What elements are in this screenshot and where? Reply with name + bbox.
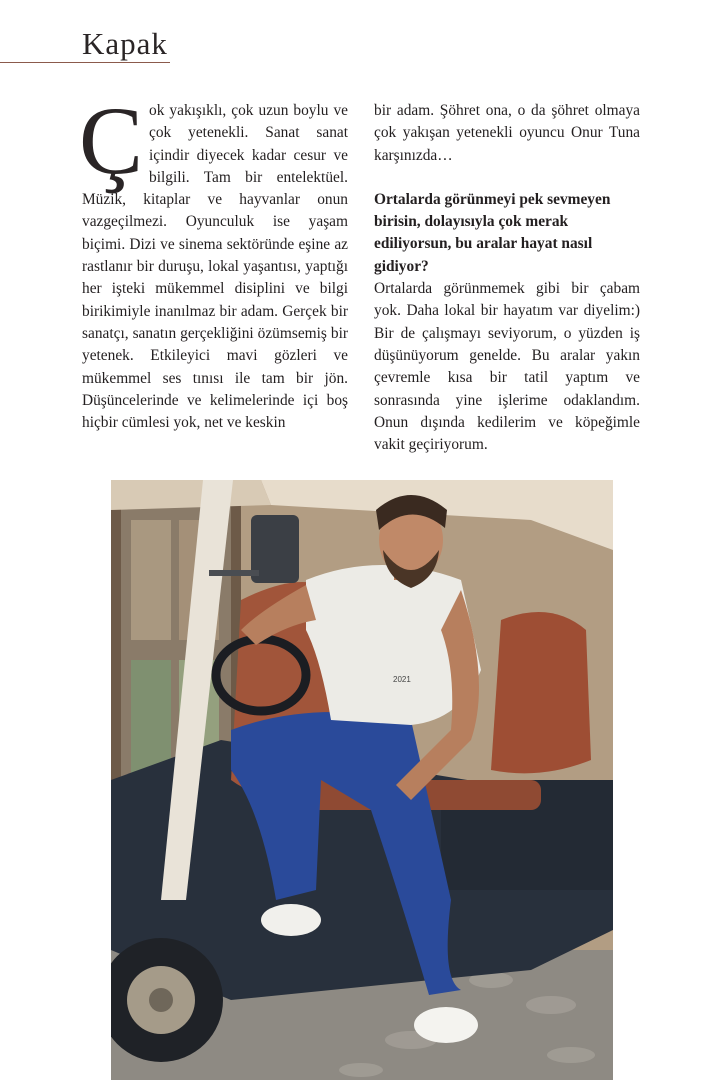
intro-paragraph xyxy=(79,87,348,434)
cover-photo xyxy=(111,480,613,1080)
article-column-right xyxy=(374,100,640,456)
intro-text: ok yakışıklı, çok uzun boylu ve çok yetenekli. Sanat sanat içindir diyecek kadar cesur ve bilgili. Tam bir entelektüel. Müzik, kitaplar ve hayvanlar onun vazgeçilmezi. Oyunculuk ise yaşam biçimi. Dizi ve sinema sektöründe eşine az rastlanır bir duruşu, lokal yaşantısı, yaptığı her işteki mükemmel disiplini ve bilgi birikimiyle inanılmaz bir adam. Gerçek bir sanatçı, sanatın gerçekliğini özümsemiş bir yetenek. Etkileyici mavi gözleri ve mükemmel ses tınısı ile tam bir jön. Düşüncelerinde ve kelimelerinde içi boş hiçbir cümlesi yok, net ve keskin xyxy=(82,102,348,432)
interview-answer: Ortalarda görünmemek gibi bir çabam yok. Daha lokal bir hayatım var diyelim:) Bir de çalışmayı seviyorum, o yüzden iş düşünüyorum genelde. Bu aralar yakın çevremle kısa bir tatil yaptım ve sonrasında yine işlerime odaklandım. Onun dışında kedilerim ve köpeğimle vakit geçiriyorum. xyxy=(374,280,640,454)
shirt-print-line2: 2021 xyxy=(393,675,411,684)
intro-continued: bir adam. Şöhret ona, o da şöhret olmaya çok yakışan yetenekli oyuncu Onur Tuna karşınızda… xyxy=(374,102,640,164)
article-column-left xyxy=(79,87,348,434)
section-title: Kapak xyxy=(82,26,168,61)
section-rule xyxy=(0,62,170,63)
drop-cap: Ç xyxy=(79,87,144,194)
interview-question: Ortalarda görünmeyi pek sevmeyen birisin, dolayısıyla çok merak ediliyorsun, bu aralar hayat nasıl gidiyor? xyxy=(374,190,611,275)
cover-photo-illustration xyxy=(111,480,613,1080)
